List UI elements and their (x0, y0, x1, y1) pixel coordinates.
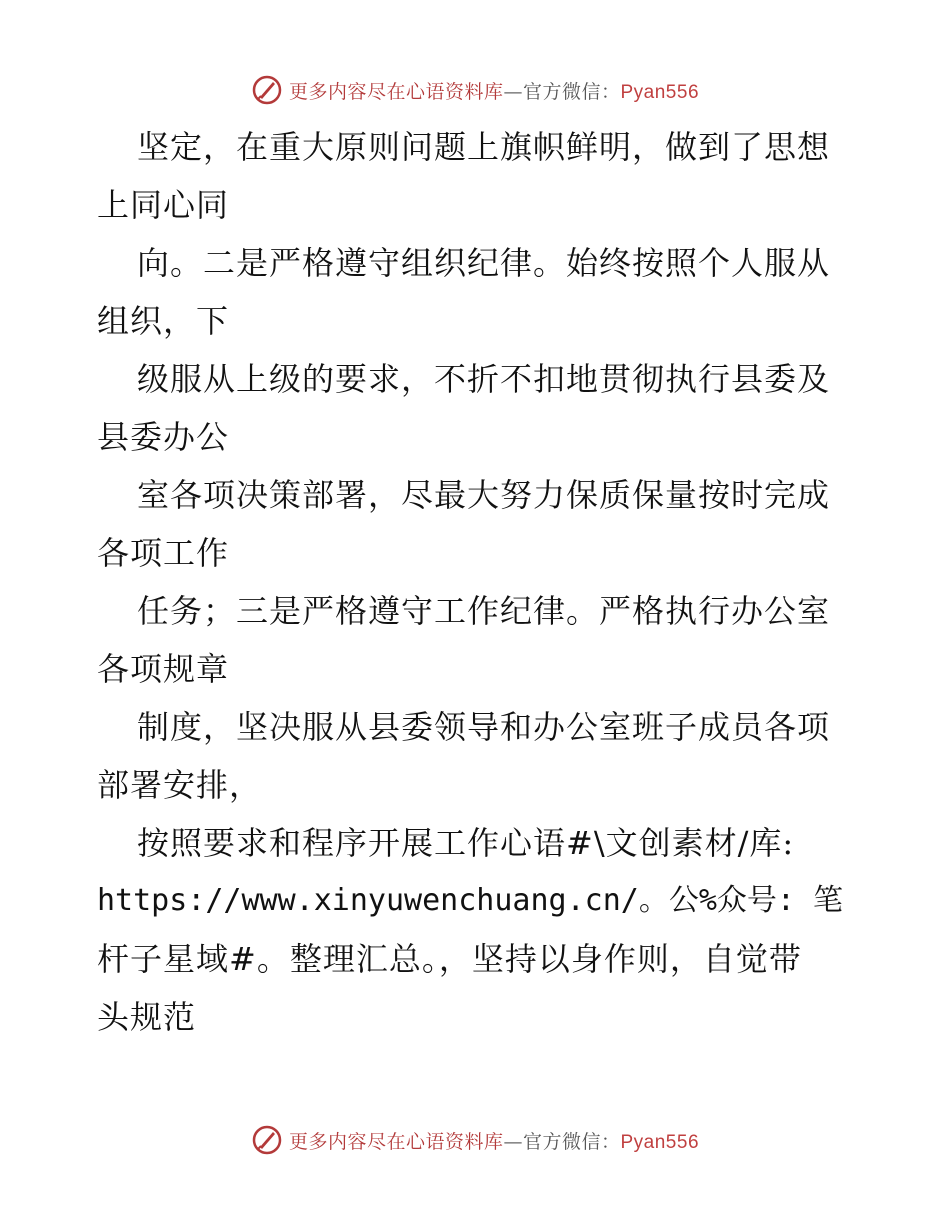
watermark-separator: — (503, 1130, 523, 1153)
body-line: 任务；三是严格遵守工作纪律。严格执行办公室 (137, 592, 831, 630)
watermark-wechat-id: Pyan556 (620, 1131, 700, 1153)
body-line: 各项规章 (97, 650, 230, 688)
body-line: 部署安排， (97, 766, 263, 804)
document-body (97, 118, 857, 1046)
watermark-wechat-id: Pyan556 (620, 81, 700, 103)
body-line: 制度，坚决服从县委领导和办公室班子成员各项 (137, 708, 831, 746)
body-line-url: https://www.xinyuwenchuang.cn/。公%众号: 笔 (97, 883, 844, 918)
body-line: 坚定，在重大原则问题上旗帜鲜明，做到了思想 (137, 128, 831, 166)
watermark-text (289, 77, 699, 104)
body-line: 县委办公 (97, 418, 230, 456)
quill-logo-icon (251, 74, 283, 106)
body-line: 室各项决策部署，尽最大努力保质保量按时完成 (137, 476, 831, 514)
header-watermark (0, 70, 950, 110)
watermark-site: 更多内容尽在心语资料库 (288, 80, 504, 103)
watermark-site: 更多内容尽在心语资料库 (288, 1130, 504, 1153)
footer-watermark (0, 1120, 950, 1160)
watermark-official-label: 官方微信： (522, 1130, 621, 1153)
body-line: 组织，下 (97, 302, 230, 340)
body-line: 级服从上级的要求，不折不扣地贯彻执行县委及 (137, 360, 831, 398)
body-line: 向。二是严格遵守组织纪律。始终按照个人服从 (137, 244, 831, 282)
body-line: 头规范 (97, 998, 197, 1036)
body-line: 杆子星域#。整理汇总。，坚持以身作则，自觉带 (97, 940, 802, 978)
body-line: 上同心同 (97, 186, 230, 224)
watermark-separator: — (503, 80, 523, 103)
watermark-text (289, 1127, 699, 1154)
quill-logo-icon (251, 1124, 283, 1156)
watermark-official-label: 官方微信： (522, 80, 621, 103)
body-line: 按照要求和程序开展工作心语#\文创素材/库: (137, 824, 795, 862)
body-line: 各项工作 (97, 534, 230, 572)
